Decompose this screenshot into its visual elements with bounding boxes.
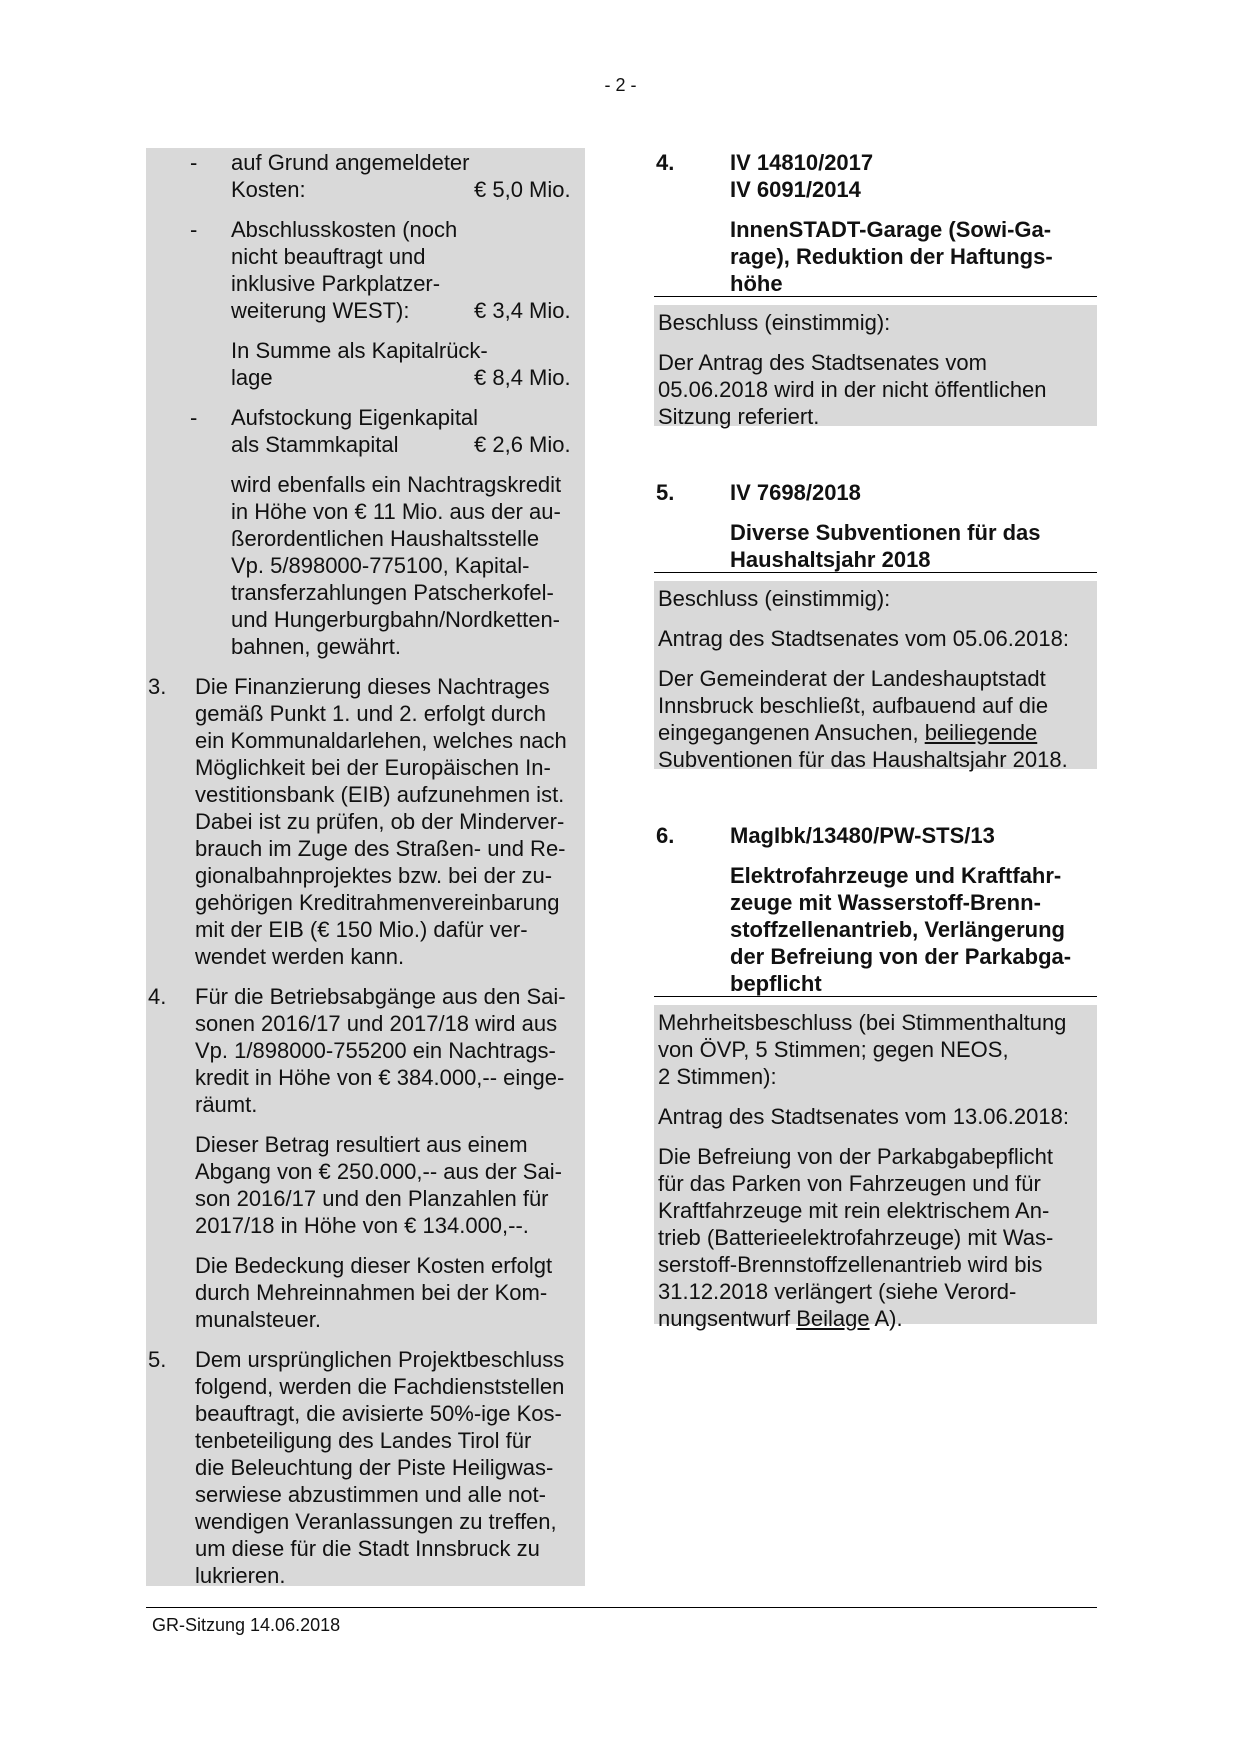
section-number: 6. <box>656 823 675 848</box>
text-line: brauch im Zuge des Straßen- und Re- <box>195 836 566 861</box>
section-title: stoffzellenantrieb, Verlängerung <box>730 917 1065 942</box>
text-line: Die Finanzierung dieses Nachtrages <box>195 674 550 699</box>
decision-text-line <box>658 719 1037 746</box>
text-line: folgend, werden die Fachdienststellen <box>195 1374 565 1399</box>
text-line: beauftragt, die avisierte 50%-ige Kos- <box>195 1401 562 1426</box>
page-number: - 2 - <box>604 75 637 95</box>
section-number: 4. <box>656 150 675 175</box>
text-line: serwiese abzustimmen und alle not- <box>195 1482 546 1507</box>
text-line: transferzahlungen Patscherkofel- <box>231 580 554 605</box>
section-divider <box>654 996 1097 997</box>
text-line: Dabei ist zu prüfen, ob der Minderver- <box>195 809 565 834</box>
item-number: 4. <box>148 984 167 1009</box>
text-line: inklusive Parkplatzer- <box>231 271 441 296</box>
decision-text: 31.12.2018 verlängert (siehe Verord- <box>658 1279 1017 1304</box>
text-line: Dieser Betrag resultiert aus einem <box>195 1132 528 1157</box>
decision-text: Sitzung referiert. <box>658 404 820 429</box>
amount: € 2,6 Mio. <box>474 432 571 457</box>
section-title: höhe <box>730 271 783 296</box>
section-reference: IV 6091/2014 <box>730 177 861 202</box>
text-line: gehörigen Kreditrahmenvereinbarung <box>195 890 560 915</box>
text-line: nicht beauftragt und <box>231 244 426 269</box>
text-line: Vp. 1/898000-755200 ein Nachtrags- <box>195 1038 556 1063</box>
text-line: Aufstockung Eigenkapital <box>231 405 479 430</box>
decision-label: Mehrheitsbeschluss (bei Stimmenthaltung <box>658 1010 1067 1035</box>
text-line: 2017/18 in Höhe von € 134.000,--. <box>195 1213 529 1238</box>
bullet-dash: - <box>190 405 198 430</box>
decision-text: für das Parken von Fahrzeugen und für <box>658 1171 1041 1196</box>
decision-text: serstoff-Brennstoffzellenantrieb wird bis <box>658 1252 1043 1277</box>
text-line: wendigen Veranlassungen zu treffen, <box>195 1509 557 1534</box>
text-line: Für die Betriebsabgänge aus den Sai- <box>195 984 566 1009</box>
text-line: Dem ursprünglichen Projektbeschluss <box>195 1347 565 1372</box>
text-line: bahnen, gewährt. <box>231 634 402 659</box>
attachment-link[interactable]: beiliegende <box>924 720 1038 745</box>
antrag-label: Antrag des Stadtsenates vom 05.06.2018: <box>658 626 1069 651</box>
amount: € 3,4 Mio. <box>474 298 571 323</box>
decision-text: 05.06.2018 wird in der nicht öffentlichen <box>658 377 1047 402</box>
footer-text: GR-Sitzung 14.06.2018 <box>152 1615 341 1635</box>
text-line: wendet werden kann. <box>195 944 405 969</box>
text-line: als Stammkapital <box>231 432 399 457</box>
decision-label: Beschluss (einstimmig): <box>658 310 891 335</box>
section-title: bepflicht <box>730 971 822 996</box>
decision-text: trieb (Batterieelektrofahrzeuge) mit Was- <box>658 1225 1054 1250</box>
decision-text: eingegangenen Ansuchen, <box>658 720 925 745</box>
decision-text: Innsbruck beschließt, aufbauend auf die <box>658 693 1049 718</box>
text-line: Kosten: <box>231 177 306 202</box>
antrag-label: Antrag des Stadtsenates vom 13.06.2018: <box>658 1104 1069 1129</box>
section-number: 5. <box>656 480 675 505</box>
decision-label: von ÖVP, 5 Stimmen; gegen NEOS, <box>658 1037 1009 1062</box>
text-line: vestitionsbank (EIB) aufzunehmen ist. <box>195 782 565 807</box>
amount: € 5,0 Mio. <box>474 177 571 202</box>
section-reference: IV 14810/2017 <box>730 150 874 175</box>
decision-text: Subventionen für das Haushaltsjahr 2018. <box>658 747 1068 772</box>
text-line: In Summe als Kapitalrück- <box>231 338 488 363</box>
section-title: zeuge mit Wasserstoff-Brenn- <box>730 890 1041 915</box>
text-line: gemäß Punkt 1. und 2. erfolgt durch <box>195 701 546 726</box>
text-line: räumt. <box>195 1092 258 1117</box>
text-line: munalsteuer. <box>195 1307 321 1332</box>
text-line: lukrieren. <box>195 1563 286 1588</box>
section-title: rage), Reduktion der Haftungs- <box>730 244 1053 269</box>
bullet-dash: - <box>190 150 198 175</box>
text-line: Die Bedeckung dieser Kosten erfolgt <box>195 1253 553 1278</box>
decision-label: 2 Stimmen): <box>658 1064 777 1089</box>
decision-text: Der Gemeinderat der Landeshauptstadt <box>658 666 1046 691</box>
text-line: Vp. 5/898000-775100, Kapital- <box>231 553 530 578</box>
text-line: lage <box>231 365 273 390</box>
section-title: der Befreiung von der Parkabga- <box>730 944 1072 969</box>
text-line: Möglichkeit bei der Europäischen In- <box>195 755 551 780</box>
text-line: Abschlusskosten (noch <box>231 217 458 242</box>
text-line: sonen 2016/17 und 2017/18 wird aus <box>195 1011 558 1036</box>
text-line: auf Grund angemeldeter <box>231 150 470 175</box>
text-line: weiterung WEST): <box>231 298 410 323</box>
text-line: Abgang von € 250.000,-- aus der Sai- <box>195 1159 562 1184</box>
text-line: tenbeteiligung des Landes Tirol für <box>195 1428 532 1453</box>
text-line: ßerordentlichen Haushaltsstelle <box>231 526 540 551</box>
attachment-link[interactable]: Beilage <box>796 1306 870 1331</box>
section-title: InnenSTADT-Garage (Sowi-Ga- <box>730 217 1052 242</box>
text-line: wird ebenfalls ein Nachtragskredit <box>231 472 562 497</box>
section-title: Elektrofahrzeuge und Kraftfahr- <box>730 863 1062 888</box>
item-number: 5. <box>148 1347 167 1372</box>
text-line: son 2016/17 und den Planzahlen für <box>195 1186 549 1211</box>
decision-text: nungsentwurf <box>658 1306 797 1331</box>
text-line: kredit in Höhe von € 384.000,-- einge- <box>195 1065 565 1090</box>
bullet-dash: - <box>190 217 198 242</box>
decision-text: A). <box>869 1306 903 1331</box>
section-title: Diverse Subventionen für das <box>730 520 1041 545</box>
section-title: Haushaltsjahr 2018 <box>730 547 931 572</box>
decision-text: Kraftfahrzeuge mit rein elektrischem An- <box>658 1198 1050 1223</box>
item-number: 3. <box>148 674 167 699</box>
decision-text-line <box>658 1305 903 1332</box>
section-divider <box>654 296 1097 297</box>
text-line: in Höhe von € 11 Mio. aus der au- <box>231 499 561 524</box>
section-reference: MagIbk/13480/PW-STS/13 <box>730 823 995 848</box>
decision-label: Beschluss (einstimmig): <box>658 586 891 611</box>
section-divider <box>654 572 1097 573</box>
text-line: die Beleuchtung der Piste Heiligwas- <box>195 1455 554 1480</box>
amount: € 8,4 Mio. <box>474 365 571 390</box>
footer-divider <box>146 1607 1097 1608</box>
text-line: durch Mehreinnahmen bei der Kom- <box>195 1280 548 1305</box>
text-line: mit der EIB (€ 150 Mio.) dafür ver- <box>195 917 528 942</box>
decision-text: Der Antrag des Stadtsenates vom <box>658 350 987 375</box>
text-line: gionalbahnprojektes bzw. bei der zu- <box>195 863 553 888</box>
text-line: ein Kommunaldarlehen, welches nach <box>195 728 567 753</box>
text-line: um diese für die Stadt Innsbruck zu <box>195 1536 540 1561</box>
text-line: und Hungerburgbahn/Nordketten- <box>231 607 561 632</box>
decision-text: Die Befreiung von der Parkabgabepflicht <box>658 1144 1054 1169</box>
section-reference: IV 7698/2018 <box>730 480 861 505</box>
